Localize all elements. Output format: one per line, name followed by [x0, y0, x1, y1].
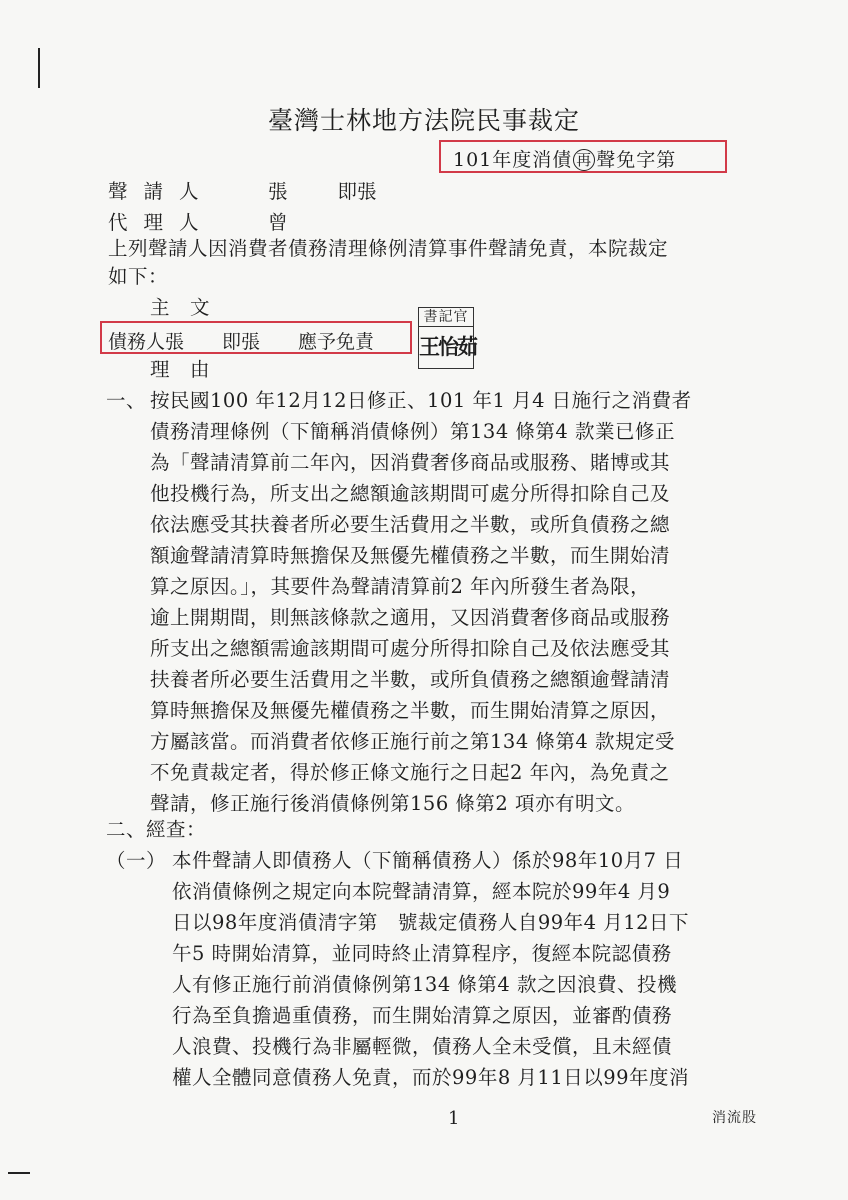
party-applicant — [108, 176, 377, 204]
scan-edge-mark — [38, 48, 40, 88]
subsection-line: 行為至負擔過重債務，而生開始清算之原因，並審酌債務 — [172, 1004, 673, 1027]
main-heading: 主 文 — [150, 296, 211, 319]
subsection-line: 依消債條例之規定向本院聲請清算，經本院於99年4 月9 — [172, 880, 671, 903]
seal-name: 王怡茹 — [419, 334, 476, 359]
subsection-line: 人浪費、投機行為非屬輕微，債務人全未受償，且未經債 — [172, 1035, 673, 1058]
section-marker: 一、 — [106, 389, 147, 412]
section1-line: 算之原因。」，其要件為聲請清算前2 年內所發生者為限， — [150, 575, 651, 598]
subsection-line: 人有修正施行前消債條例第134 條第4 款之因浪費、投機 — [172, 973, 678, 996]
page-number: 1 — [448, 1108, 460, 1129]
section1-line: 債務清理條例（下簡稱消債條例）第134 條第4 款業已修正 — [150, 420, 676, 443]
section1-line: 方屬該當。而消費者依修正施行前之第134 條第4 款規定受 — [150, 730, 676, 753]
section1-line: 依法應受其扶養者所必要生活費用之半數，或所負債務之總 — [150, 513, 671, 536]
party-alias: 即張 — [337, 180, 377, 203]
party-label: 代理人 — [108, 211, 215, 234]
case-number-suffix: 聲免字第 — [596, 149, 677, 171]
party-name: 曾 — [268, 211, 288, 234]
section1-line: 為「聲請清算前二年內，因消費奢侈商品或服務、賭博或其 — [150, 451, 671, 474]
subsection-line: 權人全體同意債務人免責，而於99年8 月11日以99年度消 — [172, 1066, 690, 1089]
section1-line: 扶養者所必要生活費用之半數，或所負債務之總額逾聲請清 — [150, 668, 671, 691]
subsection-line: 午5 時開始清算，並同時終止清算程序，復經本院認債務 — [172, 942, 672, 965]
clerk-seal — [418, 307, 474, 369]
party-agent — [108, 207, 288, 235]
case-number-box — [439, 140, 727, 173]
section1-line: 所支出之總額需逾該期間可處分所得扣除自己及依法應受其 — [150, 637, 671, 660]
section1-line: 他投機行為，所支出之總額逾該期間可處分所得扣除自己及 — [150, 482, 671, 505]
party-label: 聲請人 — [108, 180, 215, 203]
subsection-marker: （一） — [106, 849, 167, 872]
ruling-text: 債務人張 即張 應予免責 — [108, 331, 375, 353]
subsection-line: 日以98年度消債清字第 號裁定債務人自99年4 月12日下 — [172, 911, 690, 934]
document-title: 臺灣士林地方法院民事裁定 — [267, 106, 580, 135]
section1-line: 算時無擔保及無優先權債務之半數，而生開始清算之原因， — [150, 699, 671, 722]
case-number-circled-char: 再 — [573, 149, 595, 171]
section1-line: 按民國100 年12月12日修正、101 年1 月4 日施行之消費者 — [150, 389, 692, 412]
reason-heading: 理 由 — [150, 358, 211, 381]
intro-line: 如下： — [108, 265, 169, 288]
scan-edge-mark — [8, 1172, 30, 1174]
section1-line: 額逾聲請清算時無擔保及無優先權債務之半數，而生開始清 — [150, 544, 671, 567]
seal-title: 書記官 — [419, 308, 473, 327]
section2-heading: 二、經查： — [106, 818, 207, 841]
section1-line: 聲請，修正施行後消債條例第156 條第2 項亦有明文。 — [150, 792, 636, 815]
section1-line: 不免責裁定者，得於修正條文施行之日起2 年內，為免責之 — [150, 761, 670, 784]
subsection-line: 本件聲請人即債務人（下簡稱債務人）係於98年10月7 日 — [172, 849, 684, 872]
section1-line: 逾上開期間，則無該條款之適用，又因消費奢侈商品或服務 — [150, 606, 671, 629]
party-name: 張 — [268, 180, 288, 203]
ruling-box — [100, 321, 412, 354]
case-number-prefix: 101年度消債 — [453, 149, 573, 171]
department-label: 消流股 — [712, 1110, 757, 1126]
intro-line: 上列聲請人因消費者債務清理條例清算事件聲請免責，本院裁定 — [108, 237, 669, 260]
